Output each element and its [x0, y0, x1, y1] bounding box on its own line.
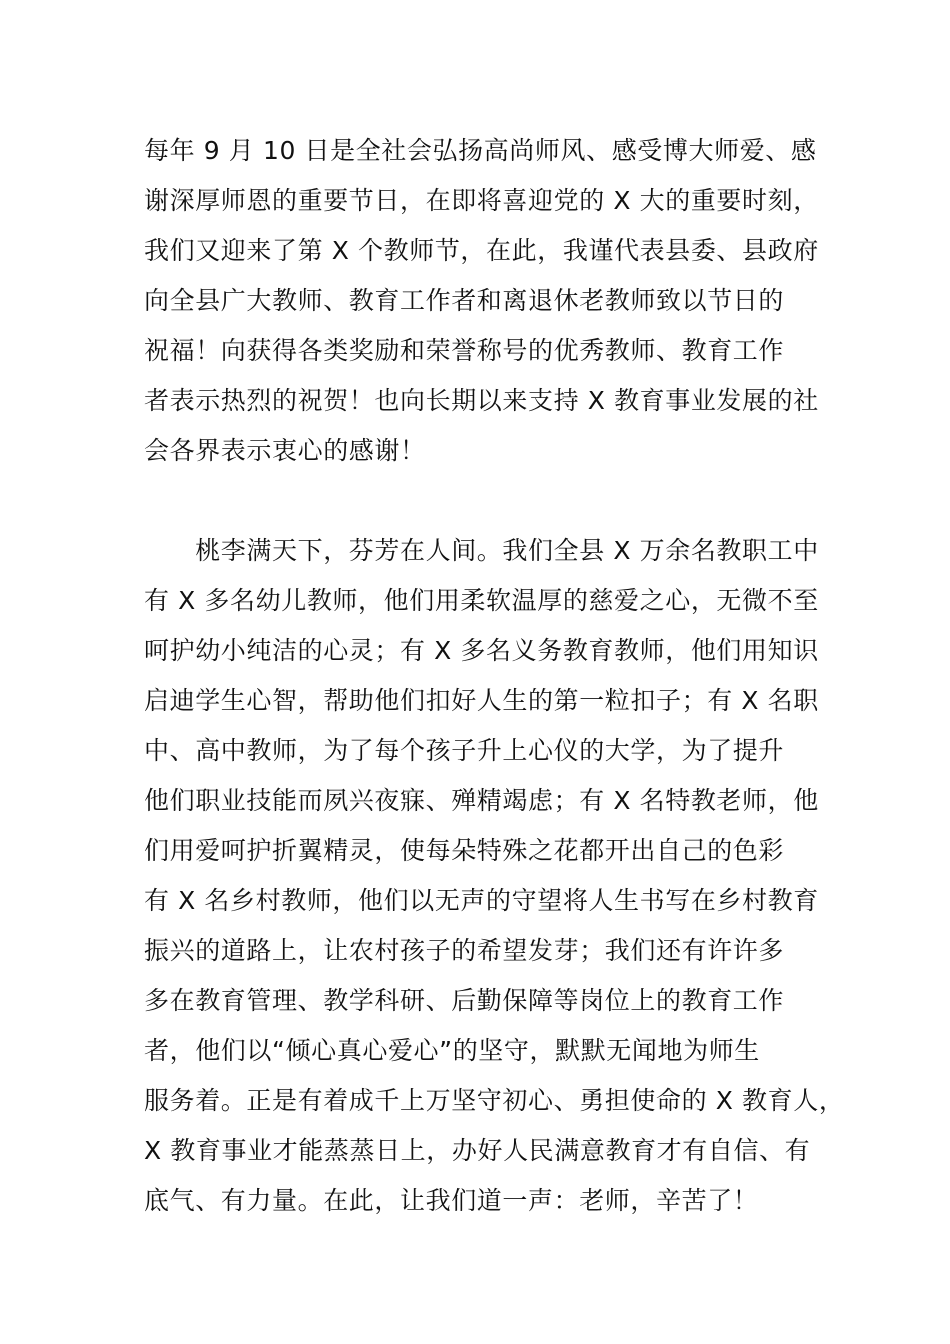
paragraph-line: 服务着。正是有着成千上万坚守初心、勇担使命的 X 教育人，	[144, 1086, 845, 1115]
paragraph-line: 启迪学生心智，帮助他们扣好人生的第一粒扣子；有 X 名职	[144, 686, 819, 715]
paragraph-line: 谢深厚师恩的重要节日，在即将喜迎党的 X 大的重要时刻，	[144, 186, 819, 215]
paragraph-line: 们用爱呵护折翼精灵，使每朵特殊之花都开出自己的色彩	[144, 836, 785, 865]
paragraph-line: X 教育事业才能蒸蒸日上，办好人民满意教育才有自信、有	[144, 1136, 811, 1165]
paragraph-line: 振兴的道路上，让农村孩子的希望发芽；我们还有许许多	[144, 936, 785, 965]
paragraph-2	[144, 526, 844, 1226]
paragraph-line: 者表示热烈的祝贺！也向长期以来支持 X 教育事业发展的社	[144, 386, 819, 415]
paragraph-line: 中、高中教师，为了每个孩子升上心仪的大学，为了提升	[144, 736, 785, 765]
paragraph-line: 桃李满天下，芬芳在人间。我们全县 X 万余名教职工中	[144, 536, 819, 565]
paragraph-line: 底气、有力量。在此，让我们道一声：老师，辛苦了！	[144, 1186, 759, 1215]
paragraph-line: 者，他们以“倾心真心爱心”的坚守，默默无闻地为师生	[144, 1036, 760, 1065]
paragraph-line: 我们又迎来了第 X 个教师节，在此，我谨代表县委、县政府	[144, 236, 819, 265]
paragraph-1	[144, 126, 844, 476]
paragraph-line: 他们职业技能而夙兴夜寐、殚精竭虑；有 X 名特教老师，他	[144, 786, 819, 815]
paragraph-line: 会各界表示衷心的感谢！	[144, 436, 426, 465]
paragraph-line: 有 X 名乡村教师，他们以无声的守望将人生书写在乡村教育	[144, 886, 819, 915]
paragraph-line: 向全县广大教师、教育工作者和离退休老教师致以节日的	[144, 286, 785, 315]
paragraph-line: 有 X 多名幼儿教师，他们用柔软温厚的慈爱之心，无微不至	[144, 586, 819, 615]
paragraph-line: 每年 9 月 10 日是全社会弘扬高尚师风、感受博大师爱、感	[144, 136, 817, 165]
paragraph-line: 多在教育管理、教学科研、后勤保障等岗位上的教育工作	[144, 986, 785, 1015]
paragraph-line: 祝福！向获得各类奖励和荣誉称号的优秀教师、教育工作	[144, 336, 785, 365]
paragraph-line: 呵护幼小纯洁的心灵；有 X 多名义务教育教师，他们用知识	[144, 636, 819, 665]
